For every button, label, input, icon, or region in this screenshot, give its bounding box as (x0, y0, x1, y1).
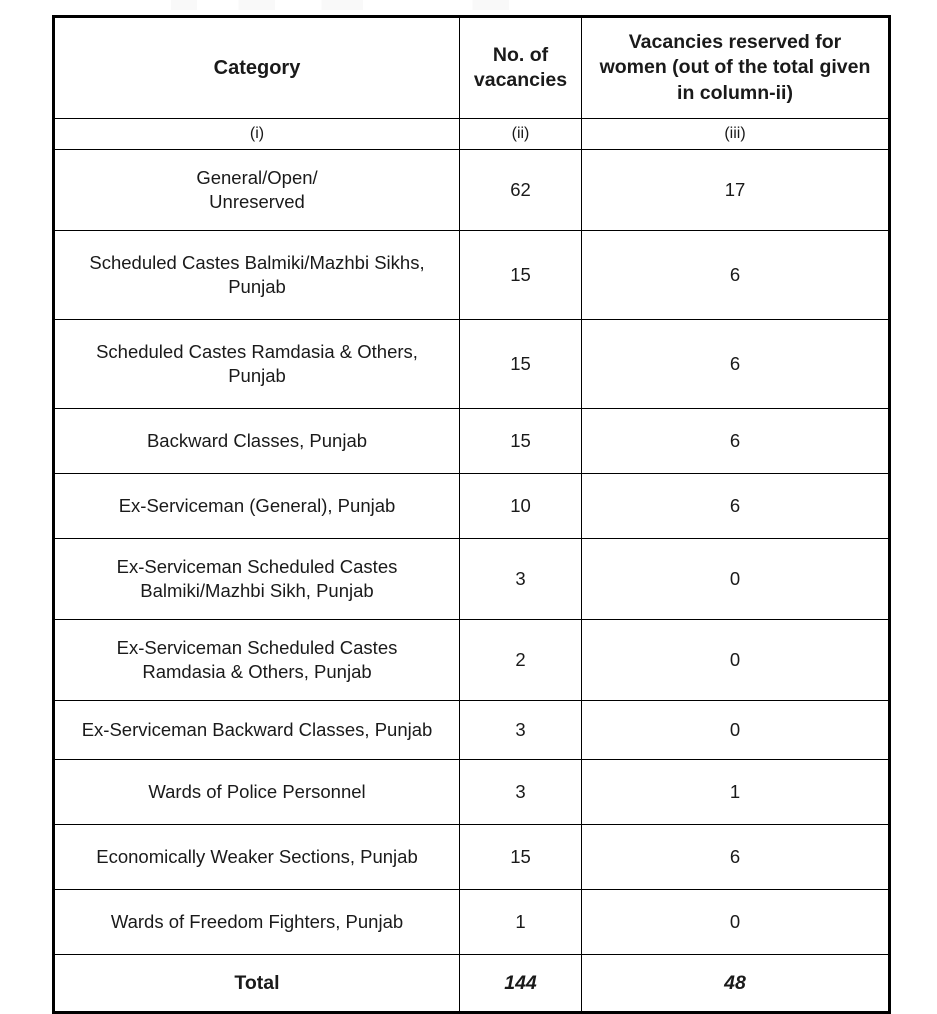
table-row (54, 760, 890, 825)
table-row (54, 474, 890, 539)
table-row (54, 825, 890, 890)
cell-women: 0 (582, 620, 890, 701)
table-body (54, 150, 890, 1013)
cell-category-line1: Scheduled Castes Balmiki/Mazhbi Sikhs, (89, 251, 425, 273)
cell-category-line2: Punjab (228, 365, 286, 386)
header-row-titles (54, 17, 890, 119)
top-edge-scan-artifact (150, 0, 670, 10)
cell-women: 1 (582, 760, 890, 825)
table-row (54, 409, 890, 474)
table-row (54, 320, 890, 409)
table-header (54, 17, 890, 150)
cell-vacancies: 3 (460, 701, 582, 760)
cell-category-line2: Ramdasia & Others, Punjab (142, 661, 372, 682)
cell-vacancies: 3 (460, 539, 582, 620)
column-header-no-of-vacancies (460, 17, 582, 119)
cell-category (54, 231, 460, 320)
cell-vacancies: 15 (460, 320, 582, 409)
column-header-women-line2: women (out of the total given (599, 56, 871, 79)
cell-vacancies: 3 (460, 760, 582, 825)
cell-vacancies: 10 (460, 474, 582, 539)
cell-total-label: Total (54, 955, 460, 1013)
cell-total-women: 48 (582, 955, 890, 1013)
cell-women: 0 (582, 539, 890, 620)
cell-category (54, 539, 460, 620)
cell-category-line2: Unreserved (209, 191, 305, 212)
column-header-no-of-vacancies-line2: vacancies (473, 69, 568, 91)
cell-category-line2: Balmiki/Mazhbi Sikh, Punjab (140, 580, 374, 601)
cell-category: Economically Weaker Sections, Punjab (54, 825, 460, 890)
cell-category: Ex-Serviceman Backward Classes, Punjab (54, 701, 460, 760)
table-row (54, 150, 890, 231)
cell-women: 6 (582, 825, 890, 890)
column-header-women-line1: Vacancies reserved for (628, 30, 842, 53)
table-row-total (54, 955, 890, 1013)
cell-category-line1: Ex-Serviceman Scheduled Castes (116, 636, 398, 658)
cell-category-line2: Punjab (228, 276, 286, 297)
vacancy-table (52, 15, 891, 1014)
cell-category-line1: Scheduled Castes Ramdasia & Others, (96, 340, 418, 362)
cell-category (54, 150, 460, 231)
cell-category-line1: General/Open/ (196, 166, 318, 188)
table-row (54, 231, 890, 320)
cell-category: Ex-Serviceman (General), Punjab (54, 474, 460, 539)
column-numeral-ii: (ii) (460, 119, 582, 150)
cell-women: 6 (582, 231, 890, 320)
cell-vacancies: 15 (460, 825, 582, 890)
cell-vacancies: 2 (460, 620, 582, 701)
table-row (54, 701, 890, 760)
cell-category: Wards of Freedom Fighters, Punjab (54, 890, 460, 955)
header-row-numerals (54, 119, 890, 150)
cell-vacancies: 15 (460, 231, 582, 320)
cell-total-vacancies: 144 (460, 955, 582, 1013)
cell-vacancies: 1 (460, 890, 582, 955)
table-row (54, 890, 890, 955)
cell-category: Wards of Police Personnel (54, 760, 460, 825)
column-header-women-line3: in column-ii) (677, 81, 793, 104)
column-numeral-iii: (iii) (582, 119, 890, 150)
cell-category (54, 620, 460, 701)
vacancy-table-container (52, 15, 888, 1014)
cell-category-line1: Ex-Serviceman Scheduled Castes (116, 555, 398, 577)
column-header-vacancies-reserved-for-women (582, 17, 890, 119)
table-row (54, 620, 890, 701)
cell-category: Backward Classes, Punjab (54, 409, 460, 474)
column-header-no-of-vacancies-line1: No. of (492, 43, 549, 66)
column-header-category: Category (54, 17, 460, 119)
cell-women: 6 (582, 474, 890, 539)
column-numeral-i: (i) (54, 119, 460, 150)
cell-women: 17 (582, 150, 890, 231)
cell-vacancies: 15 (460, 409, 582, 474)
cell-category (54, 320, 460, 409)
cell-women: 0 (582, 890, 890, 955)
table-row (54, 539, 890, 620)
cell-vacancies: 62 (460, 150, 582, 231)
cell-women: 0 (582, 701, 890, 760)
cell-women: 6 (582, 409, 890, 474)
cell-women: 6 (582, 320, 890, 409)
